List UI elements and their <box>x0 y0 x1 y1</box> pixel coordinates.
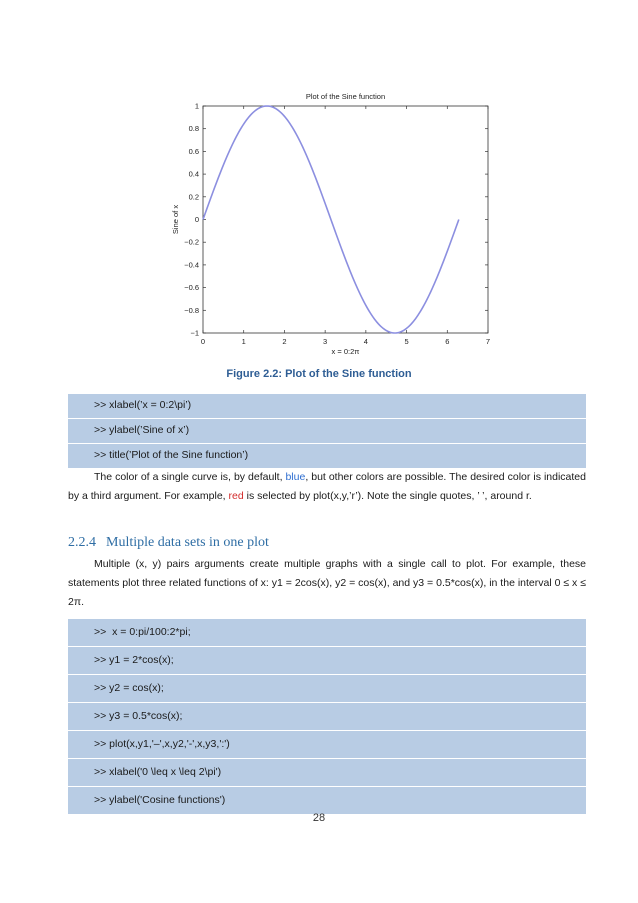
page-number: 28 <box>312 812 326 824</box>
plot-area-frame <box>203 106 488 333</box>
section-heading <box>68 535 269 551</box>
chart-title: Plot of the Sine function <box>305 92 386 101</box>
para-text: , but other colors are possible. The desired color is indicated by a third argument. For example, <box>68 471 586 502</box>
figure-caption: Figure 2.2: Plot of the Sine function <box>226 368 412 380</box>
x-tick-label: 7 <box>485 337 491 346</box>
code-block-plot-labels <box>68 393 586 468</box>
code-line: >> y3 = 0.5*cos(x); <box>68 702 586 730</box>
para-text: The color of a single curve is, by default, <box>94 471 286 483</box>
code-line: >> xlabel('0 \leq x \leq 2\pi') <box>68 758 586 786</box>
blue-word: blue <box>285 471 306 483</box>
code-line: >> plot(x,y1,'–',x,y2,'-',x,y3,':') <box>68 730 586 758</box>
code-line: >> xlabel(’x = 0:2\pi’) <box>68 393 586 418</box>
y-tick-label: 0.8 <box>188 124 199 134</box>
paragraph-color-intro <box>68 468 586 506</box>
sine-plot-figure <box>168 88 498 360</box>
sine-plot-svg <box>168 88 498 360</box>
x-axis-label: x = 0:2π <box>331 347 360 356</box>
x-tick-label: 2 <box>282 337 287 346</box>
paragraph-multiple-plots <box>68 555 586 612</box>
y-axis-label: Sine of x <box>171 204 180 235</box>
y-tick-label: 0.4 <box>188 169 199 179</box>
y-tick-label: 0 <box>194 215 199 224</box>
x-tick-label: 1 <box>241 337 246 346</box>
section-number: 2.2.4 <box>68 535 96 550</box>
section-title: Multiple data sets in one plot <box>106 535 269 550</box>
code-line: >> ylabel(’Sine of x’) <box>68 418 586 443</box>
y-tick-label: 0.6 <box>188 146 199 156</box>
red-word: red <box>228 490 244 502</box>
code-line: >> x = 0:pi/100:2*pi; <box>68 618 586 646</box>
para-text: Multiple (x, y) pairs arguments create multiple graphs with a single call to plot. For example, these statements plot three related functions of x: y1 = 2cos(x), y2 = cos(x), and y3 = 0.5*cos(x), in the interval 0 ≤ x ≤ 2π. <box>68 558 586 608</box>
x-tick-label: 6 <box>445 337 450 346</box>
code-line: >> title(’Plot of the Sine function’) <box>68 443 586 468</box>
code-block-multiple-plots <box>68 618 586 814</box>
y-tick-label: 1 <box>194 101 199 111</box>
y-tick-label: −0.6 <box>184 283 199 293</box>
x-tick-label: 4 <box>363 337 368 346</box>
x-tick-label: 0 <box>200 337 206 346</box>
code-line: >> ylabel('Cosine functions') <box>68 786 586 814</box>
x-tick-label: 3 <box>323 337 328 346</box>
y-tick-label: −0.4 <box>184 260 199 270</box>
code-line: >> y2 = cos(x); <box>68 674 586 702</box>
y-tick-label: −0.8 <box>184 305 199 315</box>
x-tick-label: 5 <box>404 337 409 346</box>
code-line: >> y1 = 2*cos(x); <box>68 646 586 674</box>
para-text: is selected by plot(x,y,’r’). Note the single quotes, ’ ’, around r. <box>243 490 532 502</box>
y-tick-label: −1 <box>190 328 199 338</box>
y-tick-label: −0.2 <box>184 237 199 247</box>
y-tick-label: 0.2 <box>188 192 199 202</box>
